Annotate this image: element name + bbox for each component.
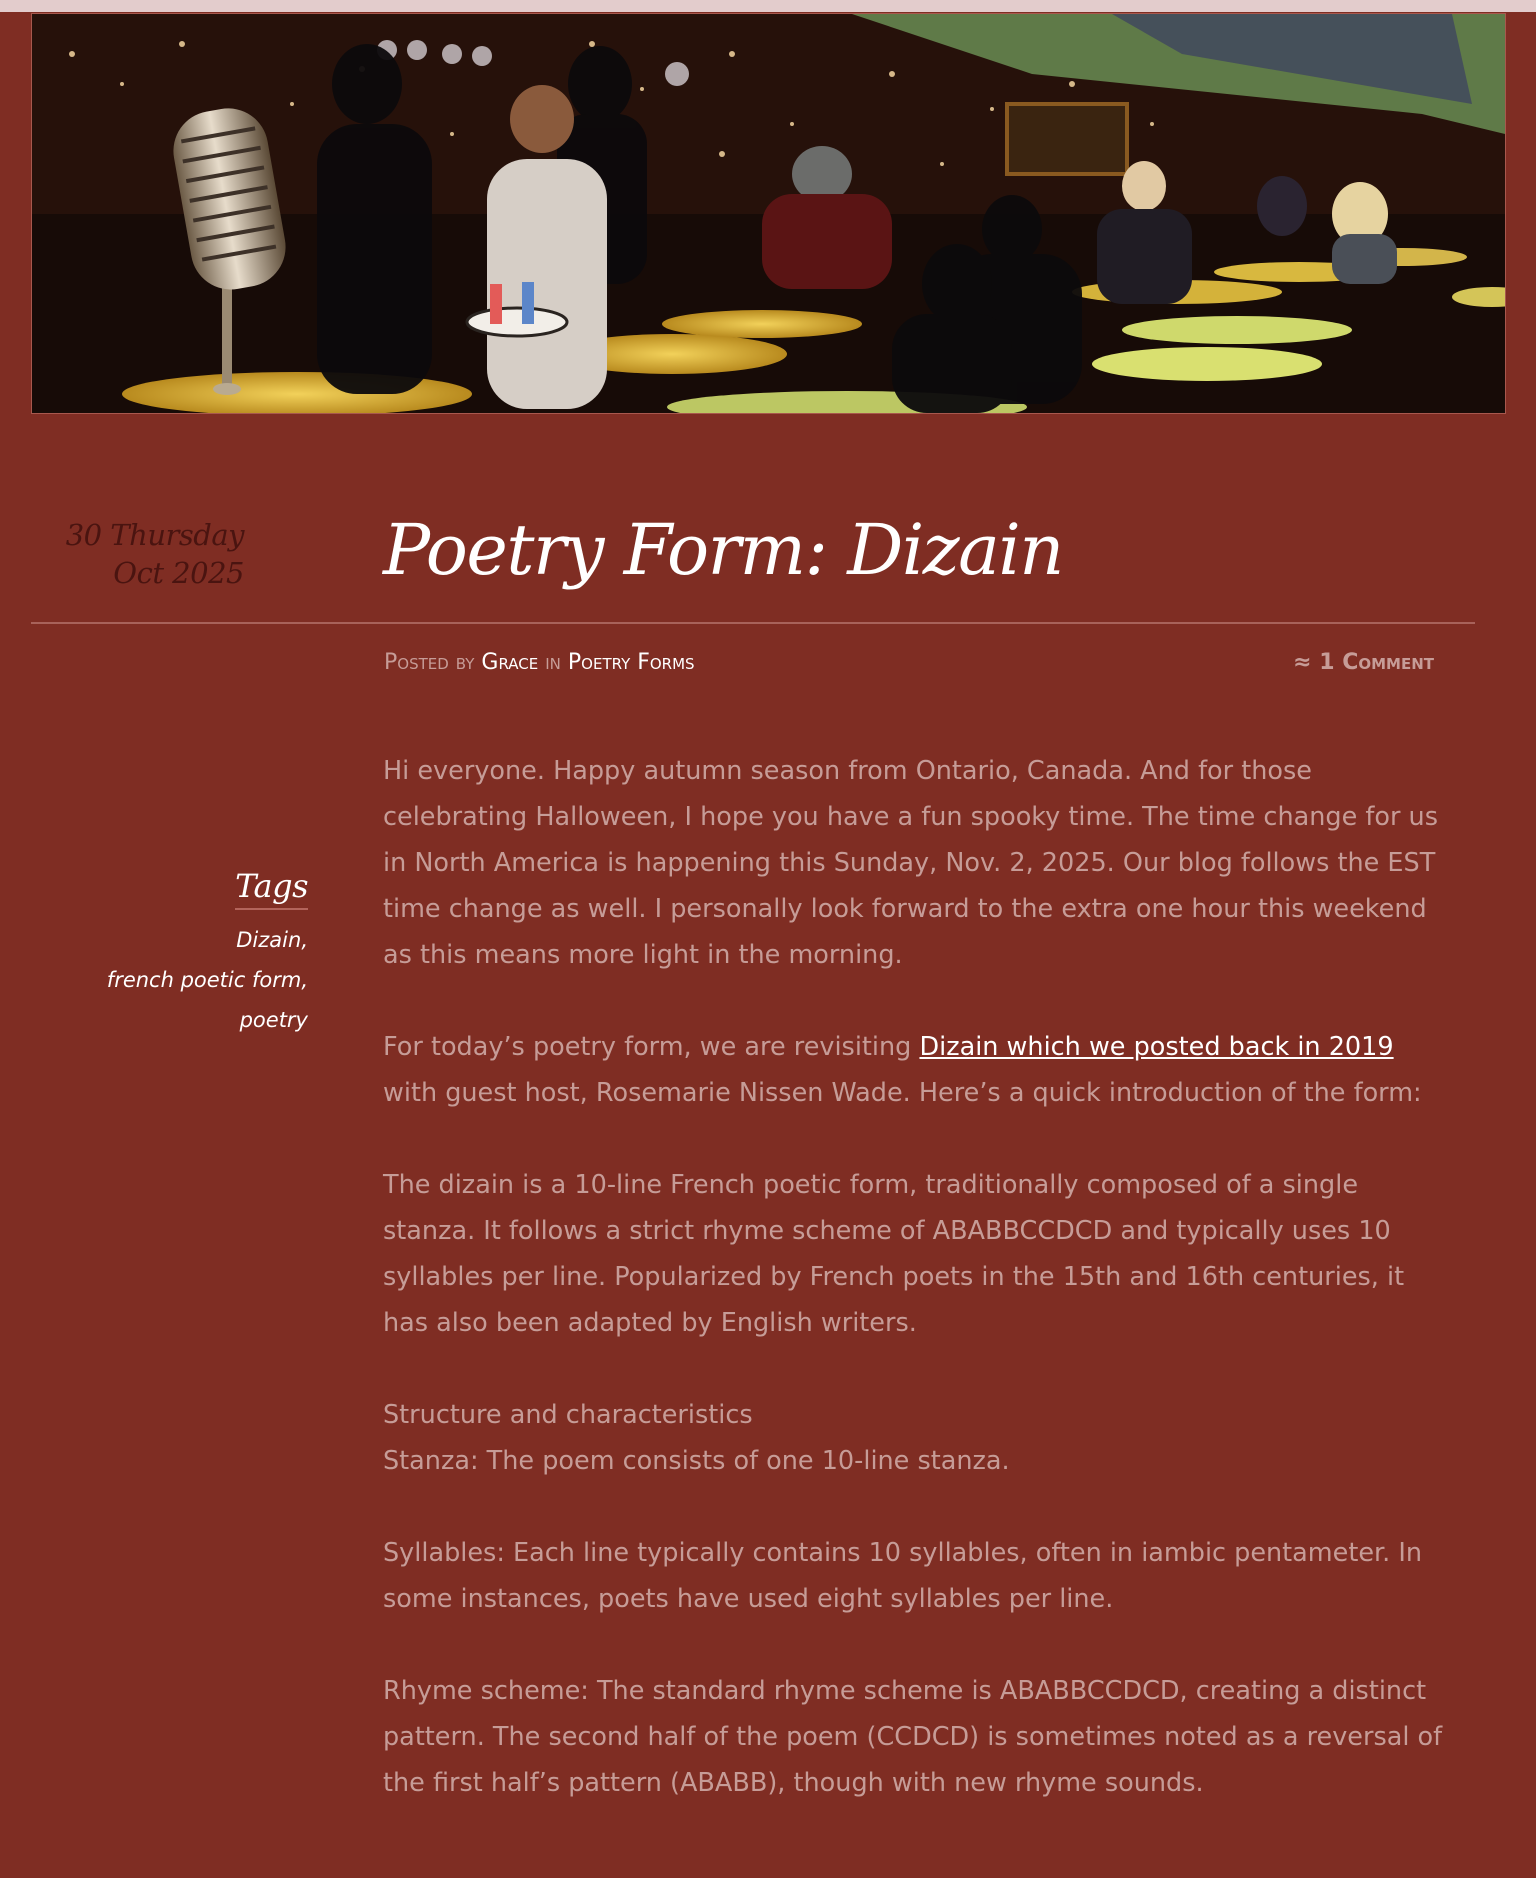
title-divider [31, 622, 1475, 624]
post-title[interactable]: Poetry Form: Dizain [383, 509, 1063, 591]
top-strip [0, 0, 1536, 12]
header-photo-illustration [32, 14, 1505, 413]
structure-paragraph [383, 1392, 1447, 1484]
dizain-2019-post-link[interactable]: Dizain which we posted back in 2019 [919, 1032, 1394, 1062]
revisit-text-before: For today’s poetry form, we are revisiting [383, 1032, 920, 1062]
tag-link-dizain[interactable]: Dizain [236, 928, 302, 952]
tag-separator: , [301, 968, 308, 992]
category-link[interactable]: Poetry Forms [567, 650, 695, 675]
tags-widget [40, 864, 308, 1040]
definition-paragraph: The dizain is a 10-line French poetic form, traditionally composed of a single stanza. It follows a strict rhyme scheme of ABABBCCDCD and typically uses 10 syllables per line. Popularized by French poets in the 15th and 16th centuries, it has also been adapted by English writers. [383, 1170, 1405, 1338]
syllables-paragraph: Syllables: Each line typically contains 10 syllables, often in iambic pentameter. In some instances, poets have used eight syllables per line. [383, 1538, 1423, 1614]
post-date-month-year: Oct 2025 [113, 556, 244, 590]
post-content [383, 748, 1447, 1852]
stanza-text: Stanza: The poem consists of one 10-line stanza. [383, 1446, 1010, 1476]
post-date [40, 516, 244, 592]
post-meta [384, 648, 695, 678]
structure-heading: Structure and characteristics [383, 1400, 753, 1430]
post-date-day: 30 Thursday [65, 518, 244, 552]
tag-link-poetry[interactable]: poetry [239, 1008, 308, 1032]
tags-heading: Tags [235, 864, 308, 910]
revisit-text-after: with guest host, Rosemarie Nissen Wade. Here’s a quick introduction of the form: [383, 1078, 1422, 1108]
posted-by-label: Posted by [384, 650, 475, 675]
tag-separator: , [301, 928, 308, 952]
tags-list [40, 920, 308, 1040]
header-image [31, 13, 1506, 414]
intro-paragraph: Hi everyone. Happy autumn season from Ontario, Canada. And for those celebrating Halloween, I hope you have a fun spooky time. The time change for us in North America is happening this Sunday, Nov. 2, 2025. Our blog follows the EST time change as well. I personally look forward to the extra one hour this weekend as this means more light in the morning. [383, 756, 1439, 970]
author-link[interactable]: Grace [481, 650, 539, 675]
tag-link-french-poetic-form[interactable]: french poetic form [106, 968, 302, 992]
revisit-paragraph [383, 1024, 1447, 1116]
comments-link[interactable]: ≈ 1 Comment [1293, 650, 1434, 675]
in-label: in [545, 650, 561, 675]
rhyme-scheme-paragraph: Rhyme scheme: The standard rhyme scheme is ABABBCCDCD, creating a distinct pattern. The second half of the poem (CCDCD) is sometimes noted as a reversal of the first half’s pattern (ABABB), though with new rhyme sounds. [383, 1676, 1443, 1798]
